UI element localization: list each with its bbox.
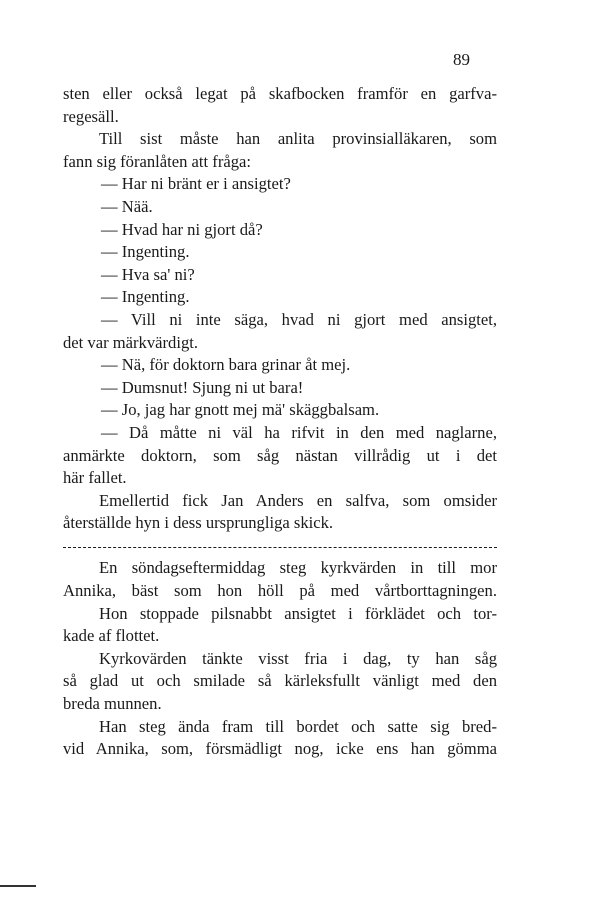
text-line: — Hva sa' ni? (101, 264, 195, 284)
text-line: här fallet. (63, 468, 127, 488)
text-line: — Nä, för doktorn bara grinar åt mej. (101, 355, 351, 375)
text-line: kade af flottet. (63, 626, 160, 646)
text-line: En söndagseftermiddag steg kyrkvärden in till mor (99, 558, 497, 578)
text-line: Till sist måste han anlita provinsialläkaren, som (99, 129, 497, 149)
text-line: — Nää. (101, 196, 153, 216)
text-line: — Har ni bränt er i ansigtet? (101, 174, 291, 194)
text-line: — Dumsnut! Sjung ni ut bara! (101, 377, 304, 397)
text-line: — Då måtte ni väl ha rifvit in den med naglarne, (101, 422, 497, 442)
text-line: fann sig föranlåten att fråga: (63, 151, 251, 171)
text-line: det var märkvärdigt. (63, 332, 199, 352)
text-line: sten eller också legat på skafbocken framför en garfva- (63, 84, 497, 103)
text-line: — Vill ni inte säga, hvad ni gjort med ansigtet, (101, 309, 497, 329)
text-line: — Ingenting. (101, 242, 190, 262)
text-line: vid Annika, som, försmädligt nog, icke ens han gömma (63, 739, 497, 759)
text-line: så glad ut och smilade så kärleksfullt vänligt med den (63, 671, 497, 691)
text-line: Han steg ända fram till bordet och satte sig bred- (99, 716, 497, 736)
text-line: Emellertid fick Jan Anders en salfva, som omsider (99, 490, 497, 510)
text-line: — Hvad har ni gjort då? (101, 219, 263, 239)
text-line: återställde hyn i dess ursprungliga skick. (63, 513, 334, 533)
text-line: Hon stoppade pilsnabbt ansigtet i förklädet och tor- (99, 603, 497, 623)
text-line: Kyrkovärden tänkte visst fria i dag, ty han såg (99, 648, 497, 668)
page-edge-mark (0, 885, 36, 887)
text-line: regesäll. (63, 106, 119, 126)
text-line: — Jo, jag har gnott mej mä' skäggbalsam. (101, 400, 380, 420)
text-line: Annika, bäst som hon höll på med vårtborttagningen. (63, 581, 497, 601)
text-line: — Ingenting. (101, 287, 190, 307)
text-line: anmärkte doktorn, som såg nästan villrådig ut i det (63, 445, 497, 465)
page-number: 89 (453, 50, 470, 69)
body-text (63, 83, 497, 761)
text-line: breda munnen. (63, 694, 162, 714)
section-separator (63, 535, 497, 558)
